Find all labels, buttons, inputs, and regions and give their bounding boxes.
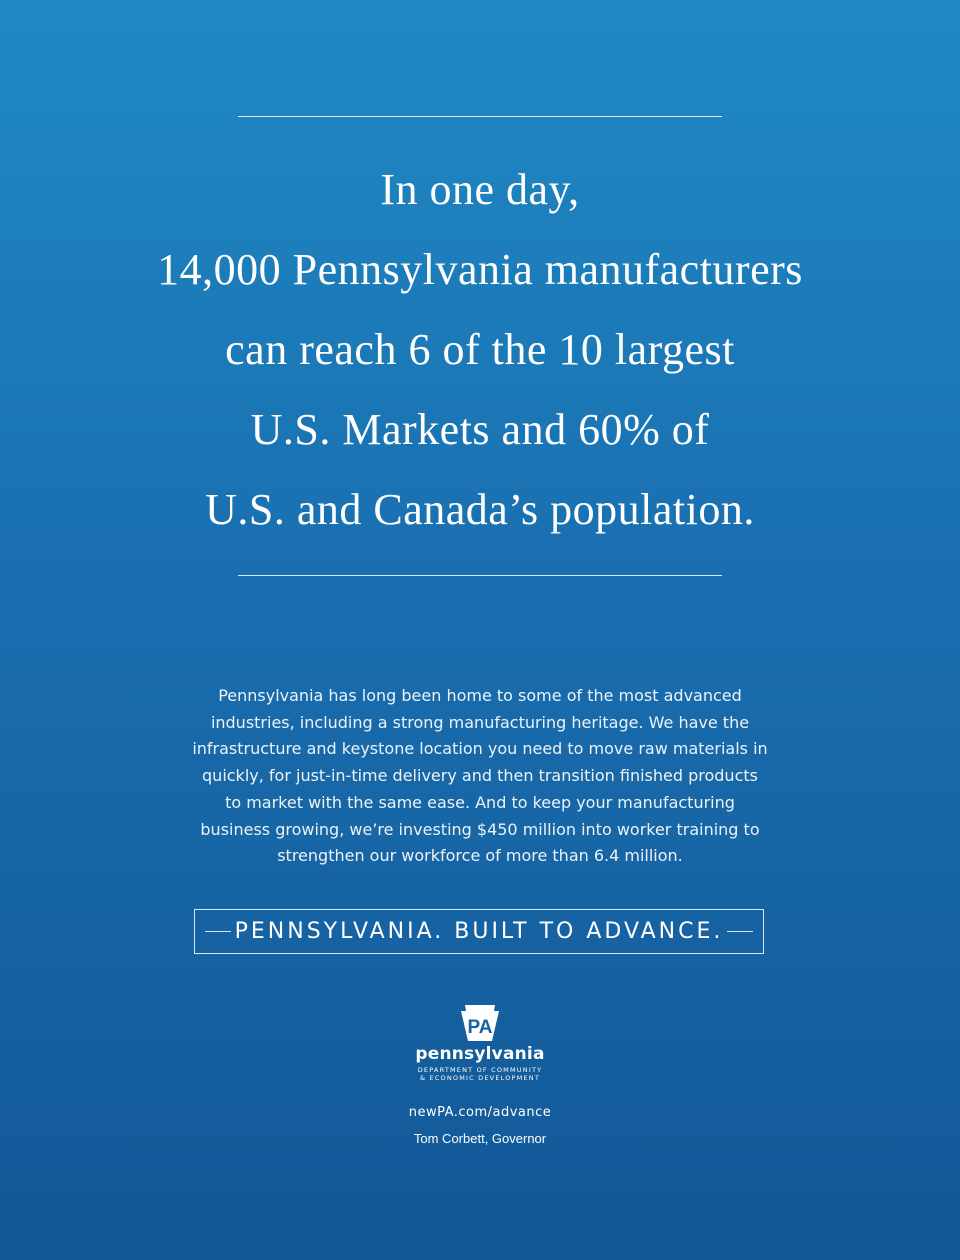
logo-wordmark: pennsylvania xyxy=(415,1044,545,1064)
logo-department xyxy=(380,1066,580,1082)
tagline: PENNSYLVANIA. BUILT TO ADVANCE. xyxy=(234,919,724,944)
headline-line: U.S. Markets and 60% of xyxy=(250,405,710,454)
logo-dept-line: DEPARTMENT OF COMMUNITY xyxy=(417,1066,543,1074)
logo-mark: PA xyxy=(467,1017,493,1038)
body-line: Pennsylvania has long been home to some of the most advanced xyxy=(218,686,742,705)
headline-line: U.S. and Canada’s population. xyxy=(205,485,755,534)
bottom-divider xyxy=(238,575,722,576)
tagline-box xyxy=(194,909,764,954)
body-copy xyxy=(180,683,780,870)
headline xyxy=(0,150,960,550)
body-line: industries, including a strong manufacturing heritage. We have the xyxy=(210,712,750,732)
headline-line: can reach 6 of the 10 largest xyxy=(225,325,735,374)
body-line: infrastructure and keystone location you need to move raw materials in xyxy=(192,739,768,759)
logo-dept-line: & ECONOMIC DEVELOPMENT xyxy=(419,1074,541,1082)
headline-line: 14,000 Pennsylvania manufacturers xyxy=(157,245,803,294)
keystone-icon xyxy=(459,1004,501,1042)
tagline-dash-left xyxy=(205,931,231,932)
body-line: to market with the same ease. And to keep your manufacturing xyxy=(225,792,735,812)
headline-line: In one day, xyxy=(380,165,580,214)
tagline-dash-right xyxy=(727,931,753,932)
body-line: quickly, for just-in-time delivery and then transition finished products xyxy=(202,766,758,786)
website-link[interactable]: newPA.com/advance xyxy=(408,1105,552,1120)
top-divider xyxy=(238,116,722,117)
body-line: strengthen our workforce of more than 6.4 million. xyxy=(277,846,683,866)
pa-logo xyxy=(380,1004,580,1082)
governor-credit: Tom Corbett, Governor xyxy=(413,1131,547,1146)
body-line: business growing, we’re investing $450 million into worker training to xyxy=(200,819,760,839)
